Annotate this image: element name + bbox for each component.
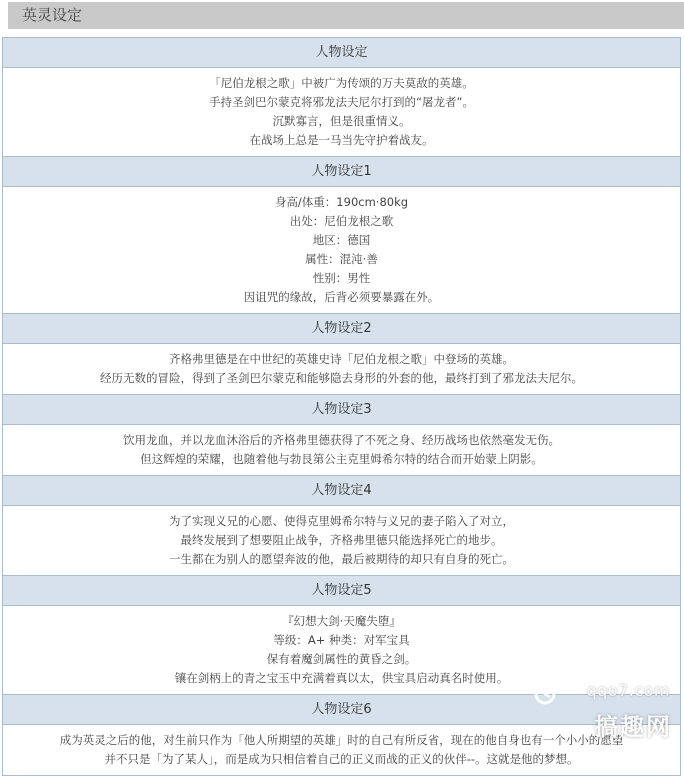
section-line: 手持圣剑巴尔蒙克将邪龙法夫尼尔打到的“屠龙者”。	[209, 95, 474, 109]
section-header: 人物设定1	[3, 157, 680, 187]
section-header: 人物设定	[3, 38, 680, 68]
section-line: 在战场上总是一马当先守护着战友。	[249, 133, 434, 147]
section-line: 饮用龙血，并以龙血沐浴后的齐格弗里德获得了不死之身、经历战场也依然毫发无伤。	[123, 433, 560, 447]
section-line: 成为英灵之后的他，对生前只作为「他人所期望的英雄」时的自己有所反省，现在的他自身也有一个小小的愿望	[59, 733, 624, 747]
section-line: 『幻想大剑·天魔失堕』	[282, 614, 401, 628]
watermark-name: 搞趣网	[594, 713, 672, 741]
settings-section	[3, 395, 680, 476]
section-header: 人物设定4	[3, 476, 680, 506]
page-title: 英灵设定	[8, 2, 684, 29]
section-line: 沉默寡言，但是很重情义。	[272, 114, 411, 128]
settings-section	[3, 314, 680, 395]
settings-section	[3, 695, 680, 775]
section-line: 等级：A+ 种类：对军宝具	[273, 633, 410, 647]
section-line: 但这辉煌的荣耀，也随着他与勃艮第公主克里姆希尔特的结合而开始蒙上阴影。	[140, 452, 543, 466]
section-header: 人物设定2	[3, 314, 680, 344]
section-line: 最终发展到了想要阻止战争，齐格弗里德只能选择死亡的地步。	[180, 533, 503, 547]
settings-section	[3, 576, 680, 695]
section-header: 人物设定5	[3, 576, 680, 606]
settings-table	[2, 37, 681, 776]
section-line: 身高/体重：190cm·80kg	[274, 195, 409, 209]
section-line: 属性：混沌·善	[305, 252, 378, 266]
section-line: 保有着魔剑属性的黄昏之剑。	[266, 652, 417, 666]
section-body	[3, 725, 680, 775]
settings-section	[3, 476, 680, 576]
settings-section	[3, 157, 680, 314]
section-line: 并不只是「为了某人」，而是成为只相信着自己的正义而战的正义的伙伴--。这就是他的梦想。	[104, 752, 579, 766]
watermark-url: qqo7.com	[586, 681, 670, 700]
section-line: 「尼伯龙根之歌」中被广为传颂的万夫莫敌的英雄。	[209, 76, 474, 90]
section-line: 经历无数的冒险，得到了圣剑巴尔蒙克和能够隐去身形的外套的他，最终打到了邪龙法夫尼尔。	[100, 371, 583, 385]
settings-section	[3, 38, 680, 157]
section-body	[3, 187, 680, 314]
section-header: 人物设定6	[3, 695, 680, 725]
section-body	[3, 68, 680, 157]
section-body	[3, 606, 680, 695]
section-line: 地区：德国	[312, 233, 371, 247]
section-line: 因诅咒的缘故，后背必须要暴露在外。	[243, 290, 440, 304]
section-line: 镶在剑柄上的青之宝玉中充满着真以太，供宝具启动真名时使用。	[174, 671, 509, 685]
section-body	[3, 425, 680, 476]
section-line: 齐格弗里德是在中世纪的英雄史诗「尼伯龙根之歌」中登场的英雄。	[169, 352, 514, 366]
section-header: 人物设定3	[3, 395, 680, 425]
section-line: 出处：尼伯龙根之歌	[289, 214, 394, 228]
section-line: 为了实现义兄的心愿、使得克里姆希尔特与义兄的妻子陷入了对立，	[169, 514, 514, 528]
section-line: 性别：男性	[312, 271, 371, 285]
section-body	[3, 344, 680, 395]
section-line: 一生都在为别人的愿望奔波的他，最后被期待的却只有自身的死亡。	[169, 552, 514, 566]
section-body	[3, 506, 680, 576]
